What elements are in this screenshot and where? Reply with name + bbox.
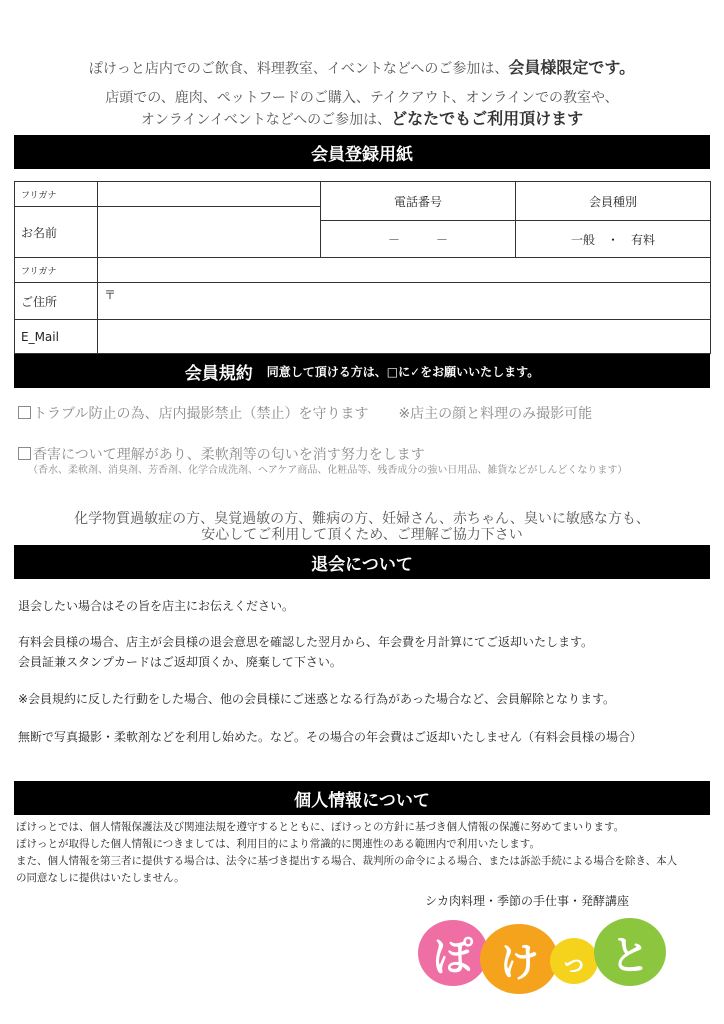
membership-label: 会員種別 bbox=[516, 182, 711, 221]
rule-2-checkbox[interactable] bbox=[18, 447, 31, 460]
name-label: お名前 bbox=[15, 207, 98, 258]
privacy-p2: ぽけっとが取得した個人情報につきましては、利用目的により常識的に関連性のある範囲内で利用いたします。 bbox=[16, 838, 540, 850]
withdrawal-title: 退会について bbox=[311, 554, 413, 575]
email-input[interactable] bbox=[98, 320, 711, 354]
logo-char-po: ぽ bbox=[418, 920, 488, 986]
appeal-line-2: 安心してご利用して頂くため、ご理解ご協力下さい bbox=[201, 527, 523, 543]
rule-1-note: ※店主の顔と料理のみ撮影可能 bbox=[398, 406, 593, 422]
privacy-p3: また、個人情報を第三者に提供する場合は、法令に基づき提出する場合、裁判所の命令による場合、または訴訟手続による場合を除き、本人 bbox=[16, 855, 678, 867]
intro-line-2: 店頭での、鹿肉、ペットフードのご購入、テイクアウト、オンラインでの教室や、 bbox=[105, 90, 619, 106]
address-furigana-input[interactable] bbox=[98, 258, 711, 283]
withdrawal-title-bar bbox=[14, 545, 710, 579]
rules-subtitle: 同意して頂ける方は、□に✓をお願いいたします。 bbox=[266, 364, 540, 379]
intro-line-3-text: オンラインイベントなどへのご参加は、 bbox=[140, 112, 392, 128]
withdrawal-p2: 有料会員様の場合、店主が会員様の退会意思を確認した翌月から、年会費を月計算にてご返却いたします。 bbox=[18, 635, 594, 649]
phone-label: 電話番号 bbox=[321, 182, 516, 221]
privacy-title-bar bbox=[14, 781, 710, 815]
name-input[interactable] bbox=[98, 207, 321, 258]
membership-options[interactable]: 一般 ・ 有料 bbox=[516, 221, 711, 258]
logo-char-to: と bbox=[594, 918, 666, 986]
rules-title: 会員規約 bbox=[184, 363, 253, 384]
rules-title-bar bbox=[14, 354, 710, 388]
rule-1 bbox=[18, 403, 592, 423]
privacy-p4: の同意なしに提供はいたしません。 bbox=[16, 872, 185, 884]
intro-line-3 bbox=[0, 106, 724, 129]
postal-mark: 〒 bbox=[104, 288, 117, 302]
address-input[interactable] bbox=[98, 283, 711, 320]
address-furigana-label: フリガナ bbox=[15, 258, 98, 283]
address-label: ご住所 bbox=[15, 283, 98, 320]
registration-form bbox=[14, 181, 711, 354]
intro-line-1-emphasis: 会員様限定です。 bbox=[508, 58, 636, 77]
rule-1-text: トラブル防止の為、店内撮影禁止（禁止）を守ります bbox=[33, 406, 369, 422]
withdrawal-p4: ※会員規約に反した行動をした場合、他の会員様にご迷惑となる行為があった場合など、会員解除となります。 bbox=[18, 692, 615, 706]
rule-1-checkbox[interactable] bbox=[18, 406, 31, 419]
rule-2-note: （香水、柔軟剤、消臭剤、芳香剤、化学合成洗剤、ヘアケア商品、化粧品等、残香成分の強い日用品、雑貨などがしんどくなります） bbox=[28, 465, 628, 476]
intro-line-3-emphasis: どなたでもご利用頂けます bbox=[391, 109, 584, 128]
intro-line-1-text: ぽけっと店内でのご飲食、料理教室、イベントなどへのご参加は、 bbox=[88, 61, 509, 77]
rule-2-text: 香害について理解があり、柔軟剤等の匂いを消す努力をします bbox=[33, 447, 425, 463]
privacy-title: 個人情報について bbox=[294, 790, 430, 811]
email-label: E_Mail bbox=[15, 320, 98, 354]
withdrawal-p5: 無断で写真撮影・柔軟剤などを利用し始めた。など。その場合の年会費はご返却いたしません（有料会員様の場合） bbox=[18, 730, 643, 744]
intro-line-1 bbox=[0, 55, 724, 78]
withdrawal-p3: 会員証兼スタンプカードはご返却頂くか、廃棄して下さい。 bbox=[18, 655, 342, 669]
name-furigana-label: フリガナ bbox=[15, 182, 98, 207]
withdrawal-p1: 退会したい場合はその旨を店主にお伝えください。 bbox=[18, 599, 295, 613]
privacy-p1: ぽけっとでは、個人情報保護法及び関連法規を遵守するとともに、ぽけっとの方針に基づき個人情報の保護に努めてまいります。 bbox=[16, 821, 625, 833]
name-furigana-input[interactable] bbox=[98, 182, 321, 207]
registration-title-bar bbox=[14, 135, 710, 169]
logo-tagline: シカ肉料理・季節の手仕事・発酵講座 bbox=[425, 894, 630, 908]
logo-char-ke: け bbox=[480, 924, 558, 994]
phone-input[interactable]: － － bbox=[321, 221, 516, 258]
registration-title: 会員登録用紙 bbox=[311, 144, 413, 165]
appeal-line-1: 化学物質過敏症の方、臭覚過敏の方、難病の方、妊婦さん、赤ちゃん、臭いに敏感な方も、 bbox=[74, 511, 650, 527]
logo bbox=[418, 910, 688, 1010]
logo-char-tsu: っ bbox=[550, 938, 598, 984]
